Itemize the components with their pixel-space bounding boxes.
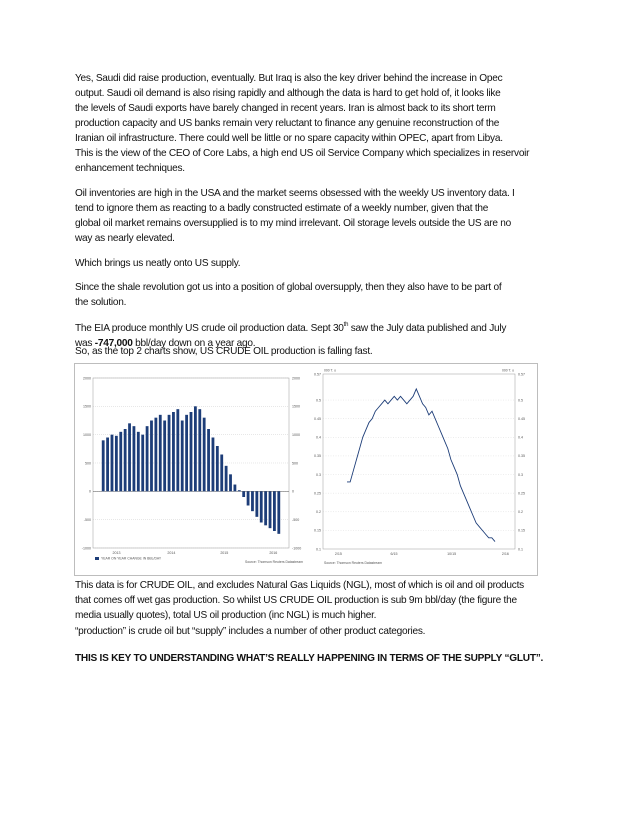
paragraph-line: tend to ignore them as reacting to a badly constructed estimate of a weekly number, given that the	[75, 203, 489, 214]
line-chart-xtick: 2/15	[334, 552, 342, 556]
paragraph-production-supply	[75, 624, 575, 639]
line-chart-ytick-left: 0.25	[314, 491, 321, 496]
bar-chart-bar	[220, 455, 223, 492]
eia-sup: th	[343, 322, 349, 328]
bar-chart-bar	[203, 418, 206, 492]
line-chart-ytick-right: 0.3	[518, 472, 523, 477]
line-chart-unit-left: 000 T. o	[324, 368, 337, 373]
line-chart-ytick-right: 0.45	[518, 416, 525, 421]
bar-chart-bar	[128, 423, 131, 491]
bar-chart-bar	[111, 435, 114, 492]
bar-chart-bar	[115, 436, 118, 492]
line-chart-ytick-left: 0.2	[316, 510, 321, 515]
bar-chart-bar	[247, 491, 250, 505]
bar-chart-bar	[154, 418, 157, 492]
bar-chart-bar	[146, 426, 149, 491]
line-chart-ytick-left: 0.1	[316, 547, 321, 552]
bar-chart-ytick-left: -500	[83, 517, 91, 522]
paragraph-us-supply	[75, 256, 575, 271]
line-chart-ytick-right: 0.25	[518, 491, 525, 496]
bar-chart-bar	[102, 440, 105, 491]
bar-chart-bar	[176, 409, 179, 491]
bar-chart-bar	[238, 490, 241, 491]
paragraph-shale	[75, 280, 575, 310]
paragraph-line: production capacity and US banks remain very reluctant to finance any genuine reconstruction of the	[75, 118, 500, 129]
paragraph-line: the levels of Saudi exports have barely changed in recent years. Iran is almost back to its short term	[75, 103, 496, 114]
bar-chart-bar	[277, 491, 280, 534]
bar-chart-ytick-left: 2000	[83, 376, 91, 381]
paragraph-line: the solution.	[75, 297, 127, 308]
bar-chart-bar	[168, 415, 171, 491]
paragraph-line: output. Saudi oil demand is also rising rapidly and although the data is hard to get hold of, it looks like	[75, 88, 501, 99]
bar-chart-ytick-left: 0	[89, 489, 91, 494]
bar-chart-bar	[216, 446, 219, 491]
bar-chart-bar	[185, 415, 188, 491]
bar-chart-bar	[198, 409, 201, 491]
line-chart-ytick-right: 0.35	[518, 454, 525, 459]
paragraph-top-charts	[75, 344, 575, 359]
paragraph-line: media usually quotes), total US oil production (inc NGL) is much higher.	[75, 610, 377, 621]
line-chart-ytick-left: 0.3	[316, 472, 321, 477]
bar-chart-legend: YEAR ON YEAR CHANGE IN BBL/DAY	[101, 556, 162, 561]
bar-chart-bar	[264, 491, 267, 525]
bar-chart-ytick-right: 500	[292, 461, 298, 466]
eia-line2-post: bbl/day down on a year ago.	[132, 338, 256, 349]
bar-chart-bar	[137, 432, 140, 492]
bar-chart-legend-swatch	[95, 557, 99, 560]
bar-chart-ytick-left: -1000	[81, 546, 91, 551]
line-chart-ytick-right: 0.5	[518, 398, 523, 403]
line-chart-ytick-right: 0.2	[518, 510, 523, 515]
bar-chart-bar	[212, 438, 215, 492]
bar-chart-xtick: 2013	[112, 551, 121, 555]
paragraph-line: way as nearly elevated.	[75, 233, 175, 244]
paragraph-inventories	[75, 186, 575, 246]
bar-chart-bar	[242, 491, 245, 497]
paragraph-crude-oil	[75, 578, 575, 623]
paragraph-line: Yes, Saudi did raise production, eventually. But Iraq is also the key driver behind the increase in Opec	[75, 73, 503, 84]
bar-chart-ytick-right: 1000	[292, 432, 300, 437]
bar-chart-ytick-right: -1000	[292, 546, 302, 551]
line-chart-ytick-left: 0.45	[314, 416, 321, 421]
paragraph-line: that comes off wet gas production. So whilst US CRUDE OIL production is sub 9m bbl/day (the figure the	[75, 595, 517, 606]
bar-chart-bar	[194, 406, 197, 491]
paragraph-line: enhancement techniques.	[75, 163, 185, 174]
line-chart-xtick: 6/15	[390, 552, 398, 556]
bar-chart-xtick: 2016	[269, 551, 278, 555]
bar-chart-source: Source: Thomson Reuters Datastream	[245, 560, 303, 564]
bar-chart-bar	[251, 491, 254, 511]
line-chart-ytick-right: 0.4	[518, 435, 523, 440]
bar-chart-bar	[106, 438, 109, 492]
paragraph-line: So, as the top 2 charts show, US CRUDE OIL production is falling fast.	[75, 346, 373, 357]
line-chart-xtick: 2/16	[501, 552, 509, 556]
line-chart-ytick-right: 0.1	[518, 547, 523, 552]
paragraph-line: THIS IS KEY TO UNDERSTANDING WHAT’S REALLY HAPPENING IN TERMS OF THE SUPPLY “GLUT”.	[75, 653, 544, 664]
line-chart-source: Source: Thomson Reuters Datastream	[324, 561, 382, 565]
bar-chart-bar	[181, 421, 184, 492]
line-chart-ytick-left: 0.35	[314, 454, 321, 459]
paragraph-line: This is the view of the CEO of Core Labs, a high end US oil Service Company which specializes in reservoir	[75, 148, 530, 159]
bar-chart-bar	[255, 491, 258, 517]
bar-chart-bar	[124, 429, 127, 491]
charts-svg	[75, 364, 537, 575]
eia-text-post: saw the July data published and July	[348, 323, 507, 334]
bar-chart-bar	[273, 491, 276, 531]
bar-chart-bar	[119, 432, 122, 492]
bar-chart-bar	[233, 485, 236, 492]
bar-chart-bar	[172, 412, 175, 491]
line-chart-ytick-left: 0.57	[314, 372, 321, 377]
line-chart-ytick-left: 0.15	[314, 528, 321, 533]
line-chart-ytick-right: 0.15	[518, 528, 525, 533]
paragraph-line: Since the shale revolution got us into a position of global oversupply, then they also have to be part of	[75, 282, 502, 293]
bar-chart-bar	[163, 421, 166, 492]
bar-chart-bar	[141, 435, 144, 492]
bar-chart-bar	[260, 491, 263, 522]
bar-chart-bar	[159, 415, 162, 491]
paragraph-key-glut	[75, 651, 575, 666]
paragraph-line: global oil market remains oversupplied is to my mind irrelevant. Oil storage levels outside the US are no	[75, 218, 512, 229]
bar-chart-bar	[150, 421, 153, 492]
bar-chart-ytick-right: 1500	[292, 404, 300, 409]
line-chart-frame	[323, 374, 515, 549]
line-chart-xtick: 10/15	[447, 552, 457, 556]
eia-line2-bold: -747,000	[94, 338, 133, 349]
bar-chart-bar	[190, 412, 193, 491]
paragraph-opec	[75, 71, 575, 176]
charts-figure	[74, 363, 538, 576]
bar-chart-bar	[207, 429, 210, 491]
bar-chart-ytick-right: 2000	[292, 376, 300, 381]
line-chart-ytick-left: 0.4	[316, 435, 321, 440]
paragraph-line: “production” is crude oil but “supply” includes a number of other product categories.	[75, 626, 426, 637]
bar-chart-xtick: 2014	[167, 551, 176, 555]
bar-chart-ytick-right: -500	[292, 517, 300, 522]
bar-chart-xtick: 2015	[220, 551, 229, 555]
paragraph-line: This data is for CRUDE OIL, and excludes Natural Gas Liquids (NGL), most of which is oil and oil products	[75, 580, 524, 591]
bar-chart-ytick-left: 500	[85, 461, 91, 466]
bar-chart-bar	[269, 491, 272, 528]
bar-chart-bar	[133, 426, 136, 491]
bar-chart-ytick-right: 0	[292, 489, 294, 494]
bar-chart-bar	[225, 466, 228, 492]
line-chart-ytick-right: 0.57	[518, 372, 525, 377]
paragraph-line: Iranian oil infrastructure. There could well be little or no spare capacity within OPEC, apart from Libya.	[75, 133, 503, 144]
bar-chart-ytick-left: 1000	[83, 432, 91, 437]
paragraph-line: Which brings us neatly onto US supply.	[75, 258, 241, 269]
eia-text-pre: The EIA produce monthly US crude oil production data. Sept 30	[75, 323, 344, 334]
paragraph-line: Oil inventories are high in the USA and the market seems obsessed with the weekly US inventory data. I	[75, 188, 515, 199]
line-chart-unit-right: 000 T. o	[501, 368, 514, 373]
bar-chart-ytick-left: 1500	[83, 404, 91, 409]
line-chart-ytick-left: 0.5	[316, 398, 321, 403]
eia-line2-pre: was	[75, 338, 95, 349]
bar-chart-bar	[229, 474, 232, 491]
